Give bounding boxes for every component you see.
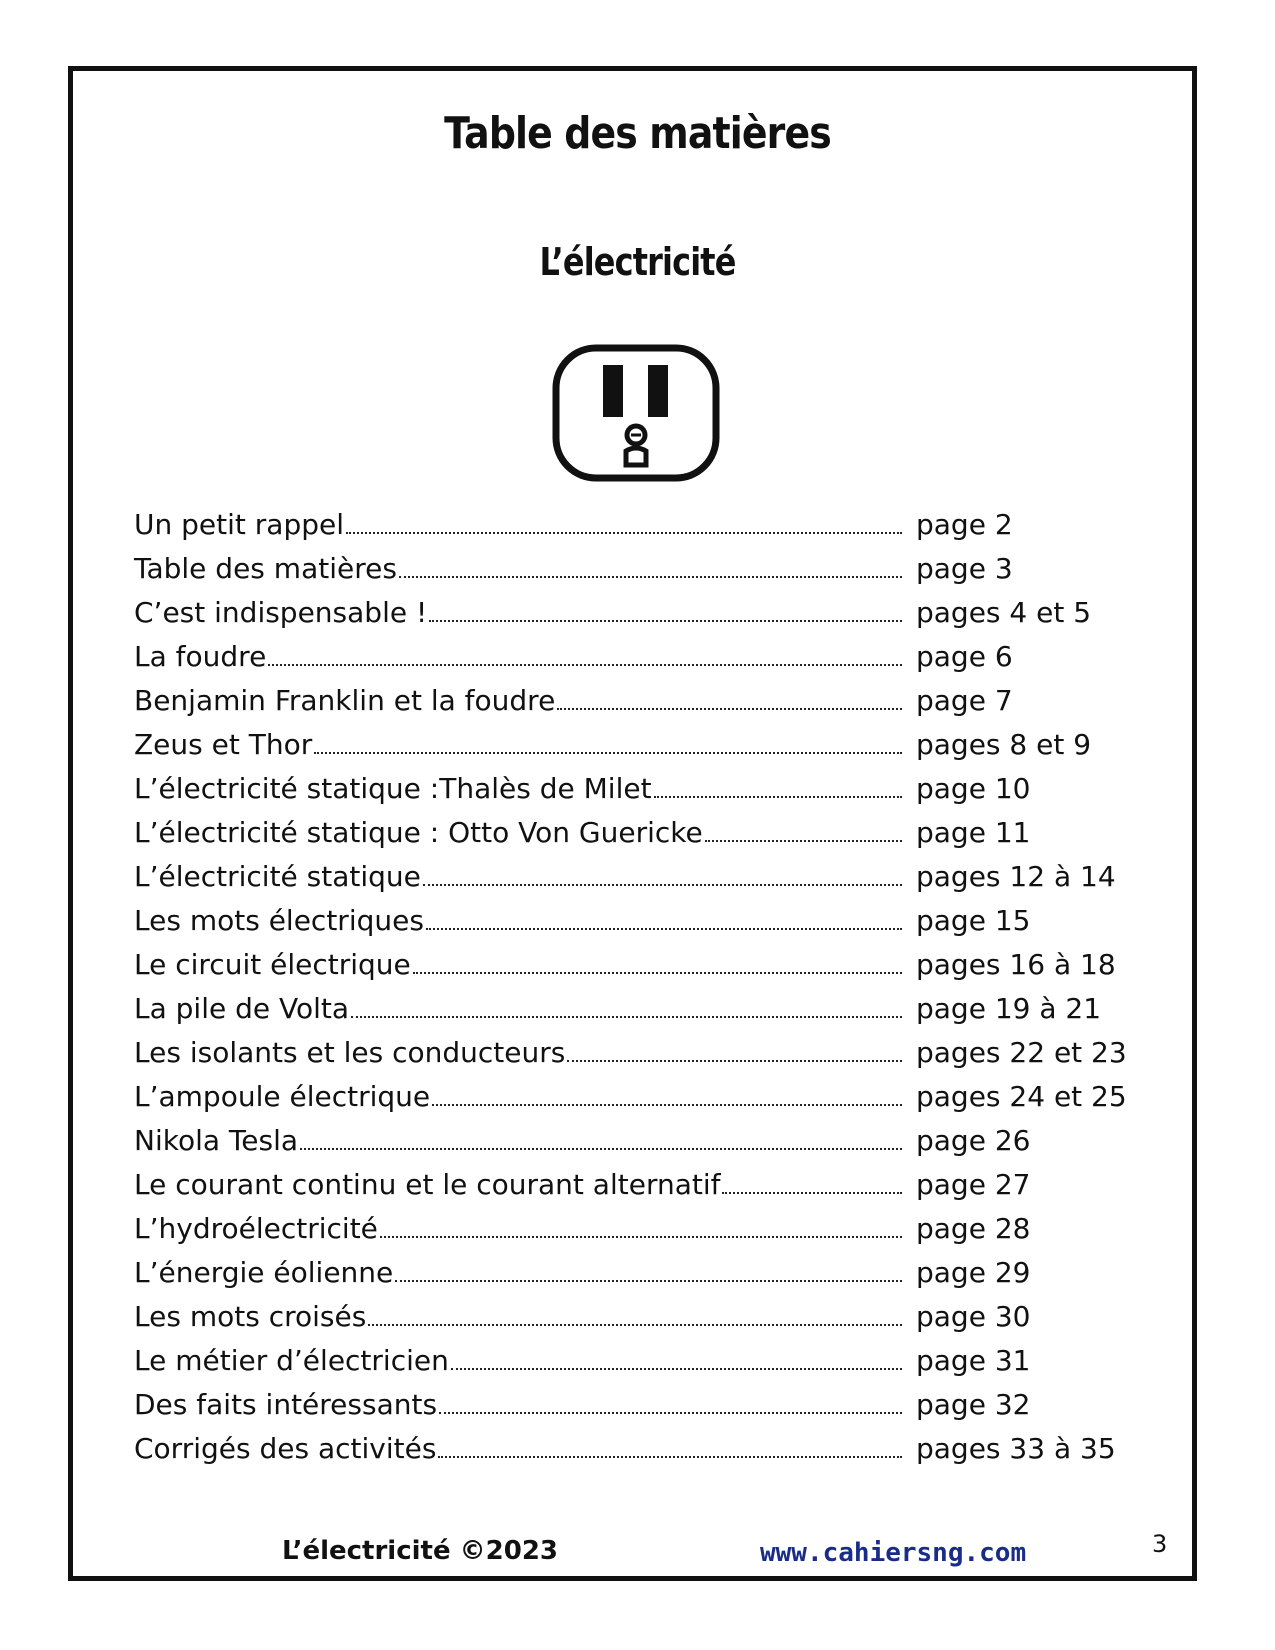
toc-leader-dots (426, 928, 902, 930)
toc-entry-page: pages 33 à 35 (916, 1432, 1116, 1465)
toc-entry-row (134, 723, 904, 767)
toc-entry-page: page 26 (916, 1124, 1031, 1157)
toc-entry-page: page 32 (916, 1388, 1031, 1421)
toc-leader-dots (654, 796, 902, 798)
toc-entry-page: pages 8 et 9 (916, 728, 1092, 761)
toc-leader-dots (451, 1368, 902, 1370)
toc-entry-label: Le métier d’électricien (134, 1344, 449, 1377)
toc-entry (134, 591, 1134, 635)
page-title: Table des matières (444, 108, 831, 159)
toc-entry (134, 679, 1134, 723)
toc-entry-row (134, 899, 904, 943)
toc-entry-label: La foudre (134, 640, 267, 673)
page-number: 3 (1152, 1530, 1168, 1558)
toc-entry-row (134, 767, 904, 811)
toc-entry-page: pages 16 à 18 (916, 948, 1116, 981)
toc-entry-row (134, 1383, 904, 1427)
toc-entry-page: page 10 (916, 772, 1031, 805)
toc-entry-page: pages 24 et 25 (916, 1080, 1127, 1113)
toc-entry (134, 811, 1134, 855)
toc-entry-label: Des faits intéressants (134, 1388, 438, 1421)
toc-entry-label: Les mots électriques (134, 904, 424, 937)
toc-entry-page: pages 22 et 23 (916, 1036, 1127, 1069)
toc-entry-page: page 3 (916, 552, 1013, 585)
toc-entry-row (134, 1295, 904, 1339)
toc-entry (134, 1427, 1134, 1471)
toc-entry-label: L’hydroélectricité (134, 1212, 378, 1245)
toc-entry (134, 899, 1134, 943)
toc-entry (134, 767, 1134, 811)
toc-entry-row (134, 1031, 904, 1075)
toc-leader-dots (423, 884, 902, 886)
toc-entry (134, 1207, 1134, 1251)
toc-entry-label: Le circuit électrique (134, 948, 411, 981)
footer-website-link[interactable]: www.cahiersng.com (760, 1538, 1027, 1568)
toc-entry (134, 503, 1134, 547)
footer-copyright: L’électricité ©2023 (282, 1536, 559, 1566)
toc-entry (134, 943, 1134, 987)
toc-entry (134, 1295, 1134, 1339)
toc-entry-row (134, 635, 904, 679)
toc-leader-dots (429, 620, 902, 622)
toc-entry-page: page 11 (916, 816, 1031, 849)
toc-entry (134, 1119, 1134, 1163)
toc-entry-row (134, 679, 904, 723)
toc-leader-dots (268, 664, 902, 666)
toc-leader-dots (722, 1192, 902, 1194)
toc-leader-dots (432, 1104, 902, 1106)
toc-entry-label: L’électricité statique :Thalès de Milet (134, 772, 652, 805)
table-of-contents (134, 503, 1134, 1471)
toc-entry-label: L’énergie éolienne (134, 1256, 394, 1289)
toc-entry (134, 1075, 1134, 1119)
toc-entry-row (134, 811, 904, 855)
toc-entry-label: La pile de Volta (134, 992, 350, 1025)
toc-entry (134, 1163, 1134, 1207)
toc-entry-page: page 31 (916, 1344, 1031, 1377)
toc-entry-row (134, 987, 904, 1031)
electrical-outlet-icon (551, 343, 721, 483)
toc-entry-label: Benjamin Franklin et la foudre (134, 684, 556, 717)
toc-entry-row (134, 1339, 904, 1383)
toc-entry-label: Les mots croisés (134, 1300, 367, 1333)
toc-entry-row (134, 1251, 904, 1295)
toc-leader-dots (395, 1280, 902, 1282)
toc-entry-row (134, 547, 904, 591)
toc-entry-row (134, 503, 904, 547)
toc-entry-row (134, 1119, 904, 1163)
toc-leader-dots (380, 1236, 902, 1238)
toc-entry-row (134, 943, 904, 987)
toc-entry-row (134, 591, 904, 635)
toc-entry-page: page 7 (916, 684, 1013, 717)
toc-entry-label: Nikola Tesla (134, 1124, 299, 1157)
toc-entry-row (134, 1427, 904, 1471)
toc-leader-dots (705, 840, 902, 842)
toc-entry (134, 987, 1134, 1031)
page-subtitle: L’électricité (539, 240, 736, 284)
toc-entry-row (134, 855, 904, 899)
toc-entry (134, 547, 1134, 591)
toc-entry-label: Zeus et Thor (134, 728, 313, 761)
toc-entry-page: page 29 (916, 1256, 1031, 1289)
toc-entry (134, 1251, 1134, 1295)
toc-entry-page: page 6 (916, 640, 1013, 673)
toc-entry-label: L’électricité statique (134, 860, 421, 893)
toc-entry-label: Le courant continu et le courant alternatif (134, 1168, 721, 1201)
toc-entry-page: pages 12 à 14 (916, 860, 1116, 893)
toc-entry-row (134, 1075, 904, 1119)
toc-leader-dots (351, 1016, 902, 1018)
toc-entry-row (134, 1207, 904, 1251)
toc-entry-row (134, 1163, 904, 1207)
toc-entry (134, 1339, 1134, 1383)
toc-entry-page: page 28 (916, 1212, 1031, 1245)
toc-entry (134, 723, 1134, 767)
toc-entry-label: Les isolants et les conducteurs (134, 1036, 566, 1069)
toc-entry (134, 1031, 1134, 1075)
toc-entry-label: Corrigés des activités (134, 1432, 437, 1465)
toc-entry (134, 855, 1134, 899)
toc-entry-label: Un petit rappel (134, 508, 344, 541)
toc-entry-page: pages 4 et 5 (916, 596, 1092, 629)
toc-leader-dots (413, 972, 902, 974)
toc-entry-page: page 15 (916, 904, 1031, 937)
toc-entry-label: Table des matières (134, 552, 397, 585)
toc-leader-dots (399, 576, 902, 578)
toc-entry-page: page 27 (916, 1168, 1031, 1201)
toc-entry-page: page 2 (916, 508, 1013, 541)
toc-leader-dots (438, 1456, 902, 1458)
toc-entry-label: L’ampoule électrique (134, 1080, 431, 1113)
toc-leader-dots (557, 708, 902, 710)
toc-entry-label: C’est indispensable ! (134, 596, 428, 629)
toc-leader-dots (439, 1412, 902, 1414)
toc-entry (134, 635, 1134, 679)
toc-entry-page: page 30 (916, 1300, 1031, 1333)
toc-entry-label: L’électricité statique : Otto Von Guericke (134, 816, 703, 849)
toc-entry (134, 1383, 1134, 1427)
toc-entry-page: page 19 à 21 (916, 992, 1102, 1025)
toc-leader-dots (368, 1324, 902, 1326)
toc-leader-dots (314, 752, 902, 754)
toc-leader-dots (346, 532, 902, 534)
toc-leader-dots (300, 1148, 902, 1150)
toc-leader-dots (567, 1060, 902, 1062)
